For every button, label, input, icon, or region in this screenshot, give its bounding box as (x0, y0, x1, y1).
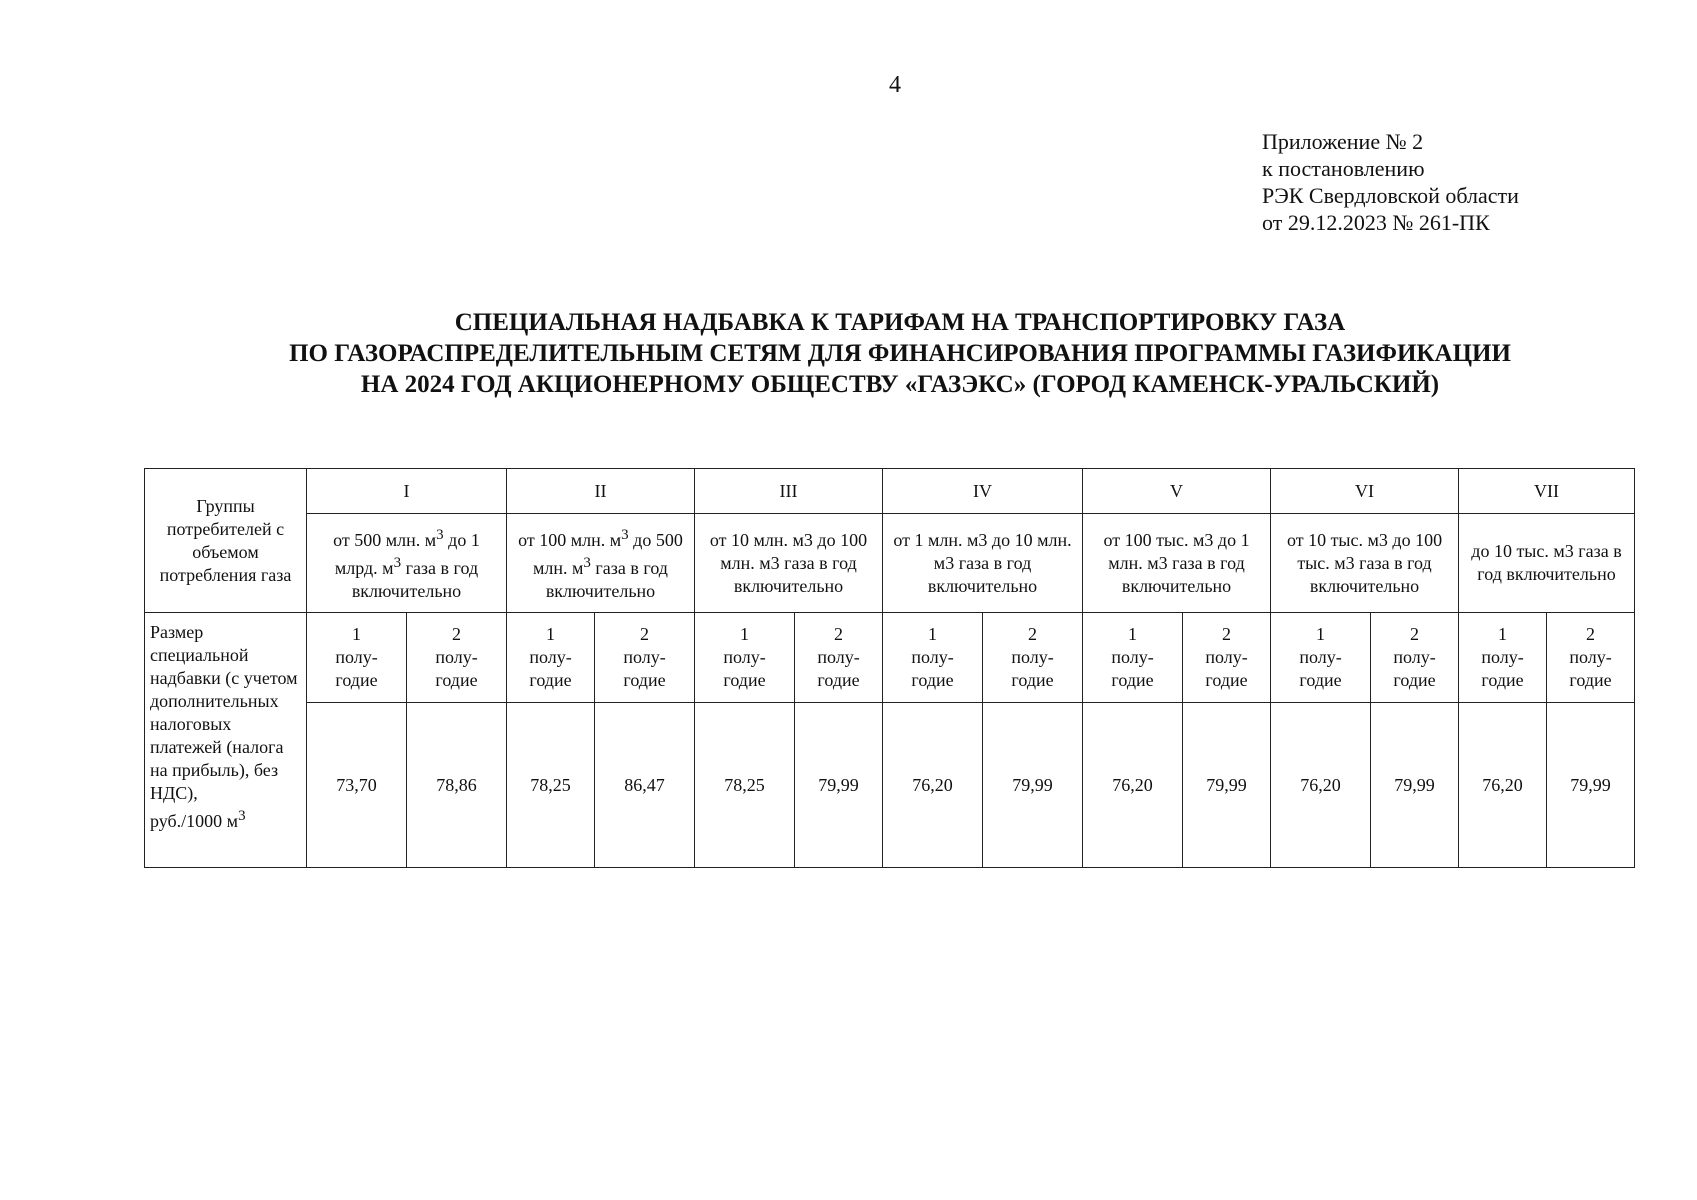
value-cell: 78,25 (507, 703, 595, 868)
half-year-row (145, 613, 1635, 703)
group-number-cell (1271, 469, 1459, 514)
half-year-cell: 2 полу- годие (1371, 613, 1459, 703)
value-cell: 79,99 (983, 703, 1083, 868)
half-year-cell: 2 полу- годие (795, 613, 883, 703)
group-number-cell (307, 469, 507, 514)
annex-line: Приложение № 2 (1262, 129, 1424, 154)
value-cell: 78,86 (407, 703, 507, 868)
value-cell: 86,47 (595, 703, 695, 868)
half-year-cell: 1 полу- годие (883, 613, 983, 703)
tariff-table (144, 468, 1635, 868)
annex-reference (1262, 128, 1519, 236)
group-number: II (594, 480, 607, 501)
value-cell: 79,99 (1371, 703, 1459, 868)
group-number-cell (507, 469, 695, 514)
annex-line: к постановлению (1262, 156, 1425, 181)
group-number-row (145, 469, 1635, 514)
title-line: ПО ГАЗОРАСПРЕДЕЛИТЕЛЬНЫМ СЕТЯМ ДЛЯ ФИНАНСИРОВАНИЯ ПРОГРАММЫ ГАЗИФИКАЦИИ (289, 340, 1511, 367)
half-year-cell: 1 полу- годие (1459, 613, 1547, 703)
group-range-cell: от 1 млн. м3 до 10 млн. м3 газа в год включительно (883, 514, 1083, 613)
half-year-cell: 1 полу- годие (1271, 613, 1371, 703)
title-line: СПЕЦИАЛЬНАЯ НАДБАВКА К ТАРИФАМ НА ТРАНСПОРТИРОВКУ ГАЗА (454, 309, 1346, 336)
half-year-cell: 2 полу- годие (1183, 613, 1271, 703)
group-range-cell: от 10 тыс. м3 до 100 тыс. м3 газа в год включительно (1271, 514, 1459, 613)
group-range-cell: от 100 млн. $м^3$ до 500 млн. $м^3$ газа в год включительно (507, 514, 695, 613)
row-label-cell (145, 613, 307, 868)
document-title (150, 307, 1650, 400)
half-year-cell: 2 полу- годие (1547, 613, 1635, 703)
half-year-cell: 1 полу- годие (507, 613, 595, 703)
group-number-cell (695, 469, 883, 514)
corner-header: Группы потребителей с объемом потребления газа (159, 495, 292, 585)
value-cell: 76,20 (883, 703, 983, 868)
half-year-cell: 1 полу- годие (1083, 613, 1183, 703)
title-line: НА 2024 ГОД АКЦИОНЕРНОМУ ОБЩЕСТВУ «ГАЗЭКС» (ГОРОД КАМЕНСК-УРАЛЬСКИЙ) (360, 371, 1440, 398)
value-row (145, 703, 1635, 868)
value-cell: 73,70 (307, 703, 407, 868)
group-number: I (403, 480, 410, 501)
group-number-cell (883, 469, 1083, 514)
value-cell: 79,99 (1547, 703, 1635, 868)
corner-header-cell (145, 469, 307, 613)
page-number: 4 (889, 72, 901, 98)
row-label-unit: руб./1000 м (150, 811, 239, 831)
half-year-cell: 2 полу- годие (983, 613, 1083, 703)
value-cell: 78,25 (695, 703, 795, 868)
group-number: VII (1534, 480, 1560, 501)
group-range-cell: от 10 млн. м3 до 100 млн. м3 газа в год включительно (695, 514, 883, 613)
half-year-cell: 2 полу- годие (407, 613, 507, 703)
value-cell: 79,99 (1183, 703, 1271, 868)
value-cell: 76,20 (1271, 703, 1371, 868)
group-range-cell: до 10 тыс. м3 газа в год включительно (1459, 514, 1635, 613)
group-number-cell (1459, 469, 1635, 514)
group-number-cell (1083, 469, 1271, 514)
half-year-cell: 2 полу- годие (595, 613, 695, 703)
group-number: V (1170, 480, 1184, 501)
value-cell: 76,20 (1083, 703, 1183, 868)
value-cell: 79,99 (795, 703, 883, 868)
value-cell: 76,20 (1459, 703, 1547, 868)
group-number: IV (973, 480, 993, 501)
annex-line: РЭК Свердловской области (1262, 183, 1519, 208)
group-range-row (145, 514, 1635, 613)
annex-line: от 29.12.2023 № 261-ПК (1262, 210, 1490, 235)
half-year-cell: 1 полу- годие (695, 613, 795, 703)
group-number: VI (1355, 480, 1375, 501)
group-range-cell: от 100 тыс. м3 до 1 млн. м3 газа в год включительно (1083, 514, 1271, 613)
group-number: III (779, 480, 798, 501)
row-label: Размер специальной надбавки (с учетом дополнительных налоговых платежей (налога на прибыль), без НДС), (150, 622, 298, 803)
group-range-cell: от 500 млн. $м^3$ до 1 млрд. $м^3$ газа в год включительно (307, 514, 507, 613)
half-year-cell: 1 полу- годие (307, 613, 407, 703)
row-label-unit-sup: 3 (238, 808, 246, 824)
